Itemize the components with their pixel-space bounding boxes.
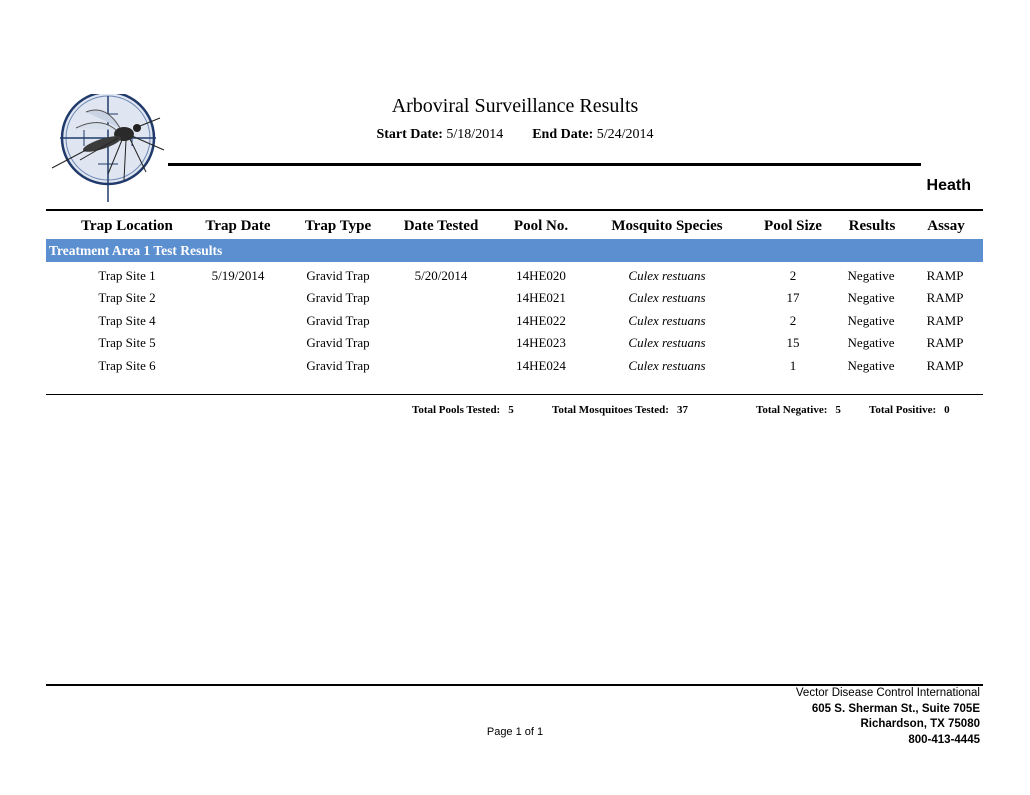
column-header-pool-size: Pool Size	[764, 218, 822, 234]
footer-phone: 800-413-4445	[908, 733, 980, 746]
cell-trap-type: Gravid Trap	[306, 290, 370, 305]
table-bottom-rule	[46, 394, 983, 395]
cell-trap-type: Gravid Trap	[306, 358, 370, 373]
cell-trap-date: 5/19/2014	[211, 268, 265, 283]
total-mosquitoes-value: 37	[676, 404, 688, 416]
end-date-label: End Date:	[532, 127, 594, 142]
cell-trap-location: Trap Site 1	[98, 268, 156, 283]
header-rule	[168, 163, 921, 166]
start-date-value: 5/18/2014	[446, 127, 504, 142]
report-title: Arboviral Surveillance Results	[391, 95, 639, 117]
cell-results: Negative	[847, 358, 895, 373]
cell-pool-size: 2	[789, 313, 797, 328]
column-header-mosquito-species: Mosquito Species	[611, 218, 723, 234]
total-pools	[412, 404, 514, 416]
cell-assay: RAMP	[926, 313, 964, 328]
cell-trap-location: Trap Site 5	[98, 335, 156, 350]
column-header-trap-type: Trap Type	[304, 218, 372, 234]
cell-pool-no: 14HE020	[516, 268, 566, 283]
column-header-pool-no: Pool No.	[513, 218, 569, 234]
end-date-value: 5/24/2014	[596, 127, 654, 142]
cell-results: Negative	[847, 313, 895, 328]
cell-mosquito-species: Culex restuans	[628, 268, 706, 283]
footer-org-name: Vector Disease Control International	[795, 687, 980, 699]
total-negative-label: Total Negative:	[756, 404, 828, 416]
cell-trap-location: Trap Site 4	[98, 313, 156, 328]
cell-results: Negative	[847, 335, 895, 350]
cell-assay: RAMP	[926, 335, 964, 350]
column-header-trap-date: Trap Date	[205, 218, 271, 234]
cell-pool-size: 2	[789, 268, 797, 283]
cell-trap-location: Trap Site 6	[98, 358, 156, 373]
footer-address-block	[796, 686, 980, 748]
total-positive-value: 0	[944, 404, 950, 416]
date-range	[0, 127, 1030, 143]
page-number: Page 1 of 1	[486, 726, 544, 738]
cell-trap-type: Gravid Trap	[306, 268, 370, 283]
total-mosquitoes	[552, 404, 688, 416]
cell-mosquito-species: Culex restuans	[628, 335, 706, 350]
start-date-label: Start Date:	[376, 127, 443, 142]
cell-pool-size: 1	[789, 358, 797, 373]
table-top-rule	[46, 209, 983, 211]
cell-pool-no: 14HE024	[516, 358, 566, 373]
cell-pool-no: 14HE023	[516, 335, 566, 350]
footer-address-line2: Richardson, TX 75080	[860, 718, 980, 730]
cell-trap-type: Gravid Trap	[306, 335, 370, 350]
cell-trap-type: Gravid Trap	[306, 313, 370, 328]
cell-pool-size: 17	[786, 290, 800, 305]
cell-assay: RAMP	[926, 290, 964, 305]
total-negative	[756, 404, 841, 416]
cell-results: Negative	[847, 268, 895, 283]
footer-address-line1: 605 S. Sherman St., Suite 705E	[811, 702, 980, 715]
total-positive	[869, 404, 950, 416]
cell-mosquito-species: Culex restuans	[628, 290, 706, 305]
total-positive-label: Total Positive:	[869, 404, 937, 416]
cell-mosquito-species: Culex restuans	[628, 313, 706, 328]
cell-mosquito-species: Culex restuans	[628, 358, 706, 373]
column-header-results: Results	[848, 218, 896, 234]
cell-pool-no: 14HE022	[516, 313, 566, 328]
total-mosquitoes-label: Total Mosquitoes Tested:	[552, 404, 669, 416]
cell-pool-no: 14HE021	[516, 290, 566, 305]
cell-results: Negative	[847, 290, 895, 305]
cell-pool-size: 15	[786, 335, 800, 350]
total-negative-value: 5	[835, 404, 841, 416]
cell-trap-location: Trap Site 2	[98, 290, 156, 305]
group-label: Treatment Area 1 Test Results	[49, 243, 223, 258]
column-header-trap-location: Trap Location	[81, 218, 173, 234]
column-header-date-tested: Date Tested	[403, 218, 479, 234]
cell-date-tested: 5/20/2014	[414, 268, 468, 283]
cell-assay: RAMP	[926, 268, 964, 283]
total-pools-value: 5	[508, 404, 514, 416]
cell-assay: RAMP	[926, 358, 964, 373]
location-name: Heath	[926, 177, 971, 194]
total-pools-label: Total Pools Tested:	[412, 404, 501, 416]
column-header-assay: Assay	[927, 218, 965, 234]
